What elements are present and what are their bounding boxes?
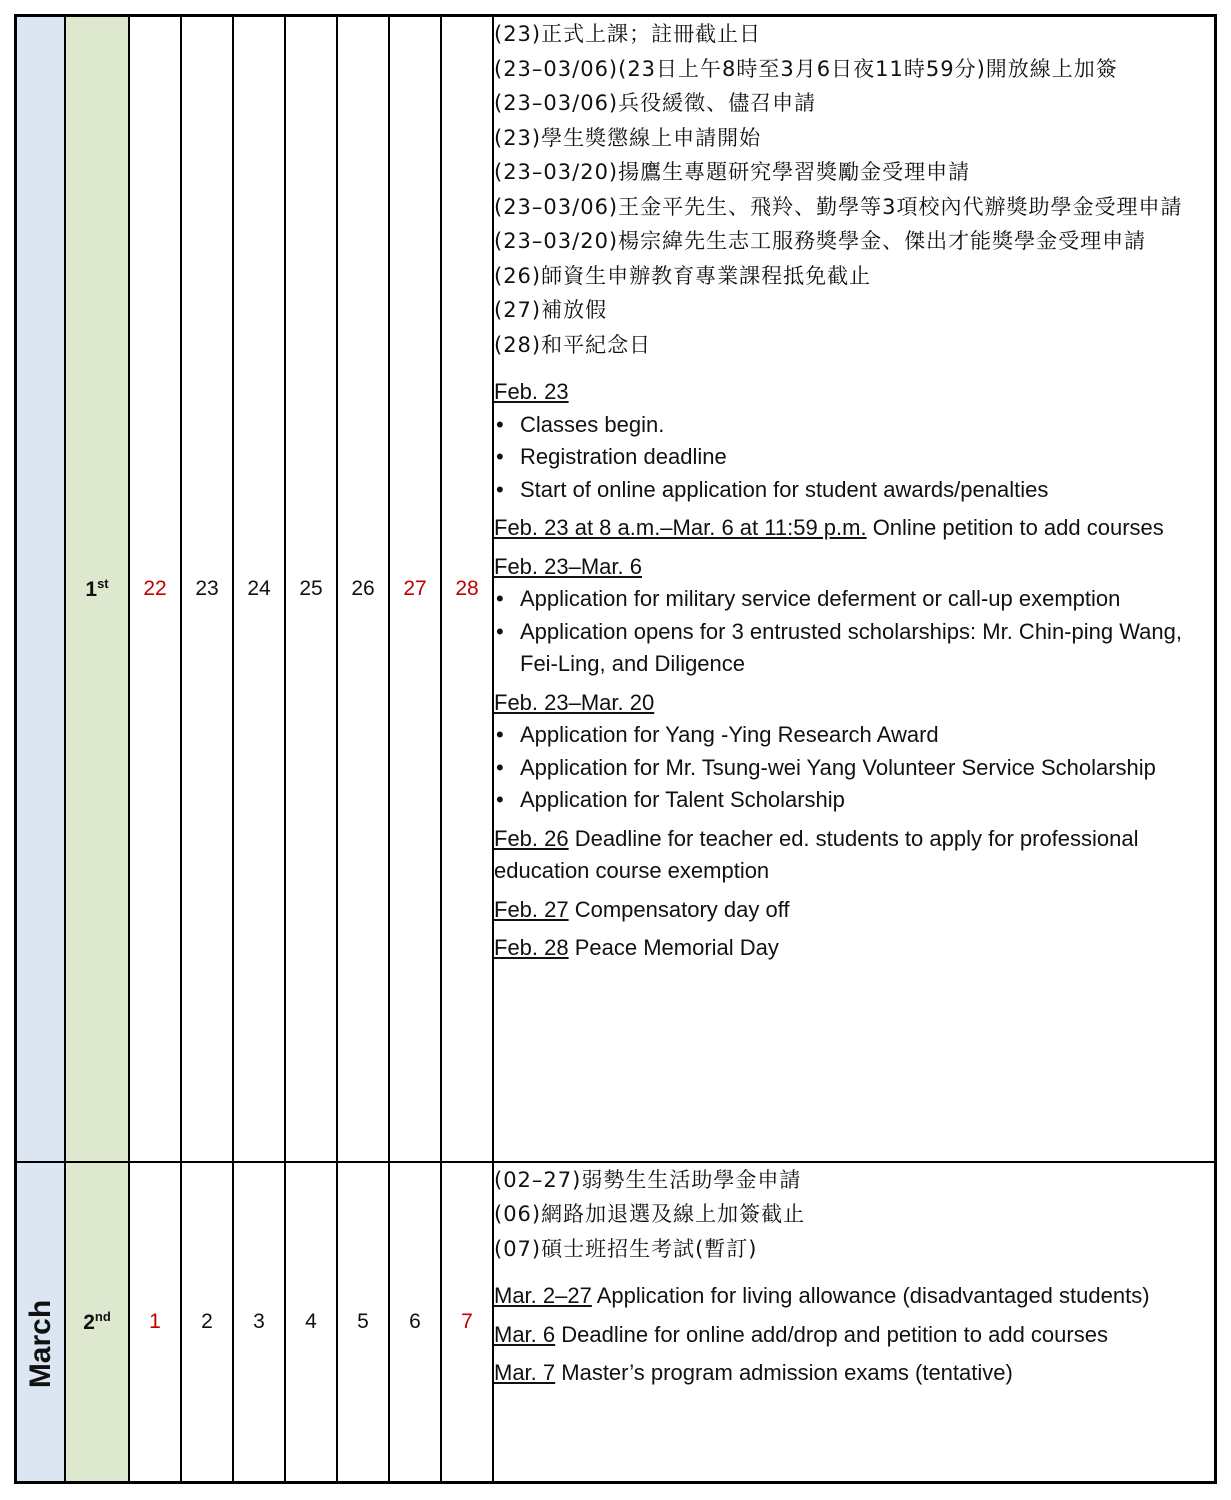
events-cell [493, 1162, 1216, 1483]
event-text: Deadline for online add/drop and petition to add courses [555, 1321, 1108, 1347]
academic-calendar-table [14, 14, 1217, 1484]
day-cell: 22 [129, 16, 181, 1162]
event-group [494, 932, 1214, 965]
event-bullet-item: • Start of online application for student awards/penalties [520, 474, 1214, 507]
chinese-event-line: (26)師資生申辦教育專業課程抵免截止 [494, 263, 872, 288]
event-date: Mar. 7 [494, 1360, 556, 1386]
event-date: Feb. 26 [494, 825, 569, 851]
day-cell: 24 [233, 16, 285, 1162]
event-text: Peace Memorial Day [568, 935, 779, 960]
event-date: Feb. 28 [494, 935, 569, 960]
chinese-event-line: (23–03/20)揚鷹生專題研究學習獎勵金受理申請 [494, 160, 971, 184]
event-group [494, 1280, 1214, 1313]
day-cell: 1 [129, 1162, 181, 1483]
event-bullet-item: • Application for military service deferment or call-up exemption [520, 583, 1214, 616]
event-group [494, 551, 1214, 681]
event-date: Feb. 23 [494, 379, 569, 404]
event-text: Application for living allowance (disadvantaged students) [591, 1283, 1150, 1309]
event-text: Online petition to add courses [866, 515, 1164, 540]
chinese-event-line: (27)補放假 [494, 298, 608, 322]
week-ordinal-suffix: st [97, 575, 109, 591]
chinese-event-line: (28)和平紀念日 [494, 332, 652, 357]
event-bullet-list [494, 409, 1214, 507]
event-text: Compensatory day off [568, 896, 790, 922]
chinese-event-line: (02–27)弱勢生生活助學金申請 [494, 1167, 802, 1192]
chinese-event-line: (23–03/20)楊宗緯先生志工服務獎學金、傑出才能獎學金受理申請 [494, 229, 1147, 253]
week-number: 2 [83, 1310, 95, 1334]
chinese-event-line: (07)碩士班招生考試(暫訂) [494, 1236, 758, 1261]
event-bullet-list [494, 719, 1214, 817]
week-number-cell [65, 1162, 129, 1483]
event-group [494, 512, 1214, 545]
month-cell [16, 16, 66, 1162]
english-events [494, 376, 1214, 965]
event-bullet-item: • Application for Mr. Tsung-wei Yang Volunteer Service Scholarship [520, 752, 1214, 785]
week-number: 1 [85, 577, 98, 601]
chinese-events [494, 17, 1214, 362]
event-group [494, 1319, 1214, 1352]
chinese-event-line: (23–03/06)(23日上午8時至3月6日夜11時59分)開放線上加簽 [494, 56, 1118, 81]
day-cell: 2 [181, 1162, 233, 1483]
event-date: Mar. 2–27 [494, 1283, 592, 1309]
day-cell: 26 [337, 16, 389, 1162]
week-row [16, 16, 1216, 1162]
day-cell: 5 [337, 1162, 389, 1483]
day-cell: 25 [285, 16, 337, 1162]
event-date: Mar. 6 [494, 1321, 556, 1347]
event-group [494, 1357, 1214, 1390]
event-bullet-item: • Application opens for 3 entrusted scholarships: Mr. Chin-ping Wang, Fei-Ling, and Diligence [520, 616, 1214, 681]
event-group [494, 823, 1214, 888]
event-bullet-item: • Application for Yang -Ying Research Award [520, 719, 1214, 752]
event-text: Deadline for teacher ed. students to apply for professional education course exemption [494, 825, 1139, 883]
month-cell [16, 1162, 66, 1483]
event-group [494, 687, 1214, 817]
event-group [494, 894, 1214, 927]
english-events [494, 1280, 1214, 1390]
day-cell: 27 [389, 16, 441, 1162]
event-bullet-item: • Classes begin. [520, 409, 1214, 442]
event-group [494, 376, 1214, 506]
day-cell: 4 [285, 1162, 337, 1483]
day-cell: 28 [441, 16, 493, 1162]
day-cell: 7 [441, 1162, 493, 1483]
events-cell [493, 16, 1216, 1162]
event-bullet-list [494, 583, 1214, 681]
event-date: Feb. 23–Mar. 20 [494, 689, 655, 715]
chinese-event-line: (23)學生獎懲線上申請開始 [494, 125, 762, 150]
chinese-event-line: (23–03/06)王金平先生、飛羚、勤學等3項校內代辦獎助學金受理申請 [494, 194, 1183, 219]
chinese-event-line: (06)網路加退選及線上加簽截止 [494, 1202, 806, 1227]
chinese-event-line: (23–03/06)兵役緩徵、儘召申請 [494, 91, 817, 115]
chinese-events [494, 1163, 1214, 1267]
event-date: Feb. 23 at 8 a.m.–Mar. 6 at 11:59 p.m. [494, 515, 867, 540]
event-date: Feb. 27 [494, 896, 569, 922]
event-text: Master’s program admission exams (tentative) [555, 1360, 1013, 1386]
week-number-cell [65, 16, 129, 1162]
month-label: March [23, 1299, 57, 1389]
week-row [16, 1162, 1216, 1483]
event-bullet-item: • Application for Talent Scholarship [520, 784, 1214, 817]
event-bullet-item: • Registration deadline [520, 441, 1214, 474]
week-ordinal-suffix: nd [94, 1308, 111, 1324]
day-cell: 23 [181, 16, 233, 1162]
day-cell: 3 [233, 1162, 285, 1483]
day-cell: 6 [389, 1162, 441, 1483]
chinese-event-line: (23)正式上課；註冊截止日 [494, 22, 762, 46]
event-date: Feb. 23–Mar. 6 [494, 553, 642, 579]
